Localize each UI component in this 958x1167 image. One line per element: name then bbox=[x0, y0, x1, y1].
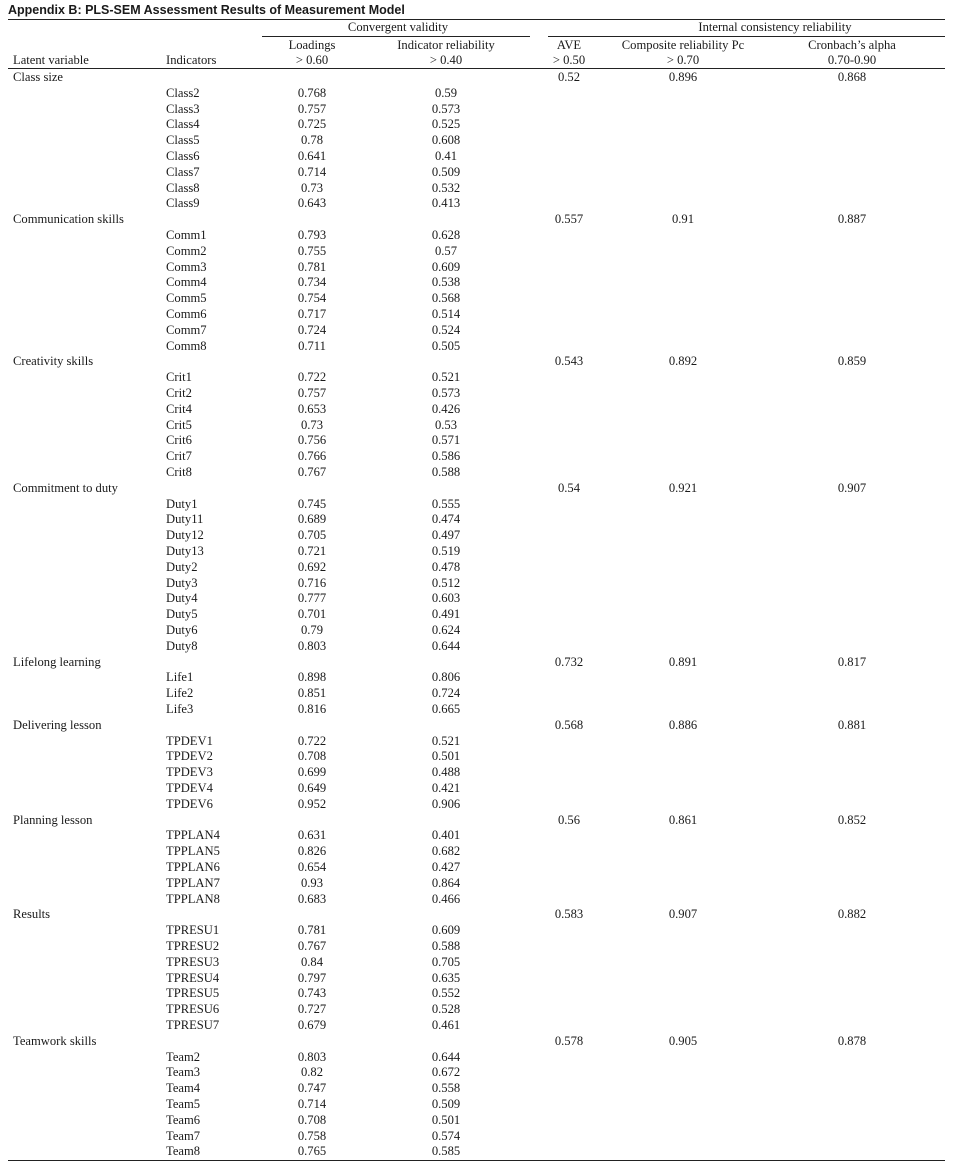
internal-consistency-underline bbox=[548, 36, 945, 37]
composite-reliability-cell: 0.896 bbox=[668, 70, 698, 84]
indicator-cell: TPDEV1 bbox=[166, 733, 213, 748]
loading-cell: 0.641 bbox=[297, 149, 327, 163]
cronbach-alpha-cell: 0.881 bbox=[837, 717, 867, 732]
loading-cell: 0.755 bbox=[297, 243, 327, 258]
composite-reliability-header: Composite reliability Pc bbox=[621, 38, 745, 52]
indicator-cell: Comm3 bbox=[166, 259, 207, 274]
loading-cell: 0.745 bbox=[297, 496, 327, 511]
indicator-cell: Class9 bbox=[166, 196, 200, 211]
indicator-reliability-cell: 0.573 bbox=[431, 101, 461, 116]
indicator-reliability-cell: 0.552 bbox=[431, 986, 461, 1001]
internal-consistency-header: Internal consistency reliability bbox=[698, 20, 852, 34]
loading-cell: 0.756 bbox=[297, 433, 327, 448]
cronbach-alpha-cell: 0.852 bbox=[837, 812, 867, 827]
indicator-cell: Crit4 bbox=[166, 401, 192, 416]
loading-cell: 0.721 bbox=[297, 544, 327, 558]
indicator-cell: Team3 bbox=[166, 1065, 201, 1080]
loading-cell: 0.757 bbox=[297, 386, 327, 400]
loading-cell: 0.711 bbox=[298, 338, 326, 353]
composite-reliability-cell: 0.886 bbox=[668, 717, 698, 732]
loading-cell: 0.781 bbox=[297, 259, 327, 274]
indicator-cell: Class8 bbox=[166, 180, 200, 195]
indicator-reliability-cell: 0.501 bbox=[431, 749, 461, 764]
indicator-cell: TPRESU2 bbox=[166, 939, 220, 953]
indicator-cell: Crit5 bbox=[166, 417, 192, 432]
indicator-reliability-cell: 0.525 bbox=[431, 117, 461, 132]
indicator-reliability-cell: 0.568 bbox=[431, 291, 461, 306]
indicator-cell: Team6 bbox=[166, 1112, 201, 1127]
indicator-reliability-cell: 0.724 bbox=[431, 686, 461, 701]
loading-cell: 0.724 bbox=[297, 322, 327, 337]
indicator-cell: TPPLAN8 bbox=[166, 891, 220, 906]
indicator-reliability-cell: 0.521 bbox=[431, 370, 461, 385]
indicator-cell: Duty2 bbox=[166, 559, 198, 574]
indicator-reliability-cell: 0.528 bbox=[431, 1002, 461, 1017]
loading-cell: 0.793 bbox=[297, 228, 327, 242]
indicator-reliability-cell: 0.588 bbox=[431, 465, 461, 479]
loading-cell: 0.717 bbox=[297, 307, 327, 321]
loadings-threshold: > 0.60 bbox=[295, 53, 329, 67]
loading-cell: 0.767 bbox=[297, 939, 327, 953]
loading-cell: 0.898 bbox=[297, 670, 327, 685]
ave-header: AVE bbox=[556, 38, 582, 52]
indicator-reliability-cell: 0.609 bbox=[431, 259, 461, 274]
loading-cell: 0.653 bbox=[297, 401, 327, 416]
loading-cell: 0.777 bbox=[297, 591, 327, 606]
indicator-reliability-cell: 0.509 bbox=[431, 1097, 461, 1111]
indicator-reliability-cell: 0.413 bbox=[431, 196, 461, 211]
loading-cell: 0.758 bbox=[297, 1128, 327, 1143]
latent-variable-cell: Delivering lesson bbox=[13, 717, 102, 732]
indicator-cell: Duty4 bbox=[166, 591, 198, 606]
indicator-cell: Comm8 bbox=[166, 338, 207, 353]
ave-cell: 0.54 bbox=[557, 480, 581, 495]
indicator-cell: Team5 bbox=[166, 1097, 201, 1111]
cronbach-alpha-cell: 0.868 bbox=[837, 70, 867, 84]
composite-reliability-cell: 0.907 bbox=[668, 907, 698, 922]
loading-cell: 0.714 bbox=[297, 164, 327, 179]
indicator-cell: Class3 bbox=[166, 101, 200, 116]
ave-cell: 0.578 bbox=[554, 1033, 584, 1048]
cronbach-alpha-cell: 0.907 bbox=[837, 480, 867, 495]
appendix-title: Appendix B: PLS-SEM Assessment Results of Measurement Model bbox=[8, 3, 405, 17]
loading-cell: 0.757 bbox=[297, 101, 327, 116]
indicator-cell: Comm2 bbox=[166, 243, 207, 258]
indicator-reliability-cell: 0.505 bbox=[431, 338, 461, 353]
loading-cell: 0.73 bbox=[300, 417, 324, 432]
indicator-reliability-cell: 0.906 bbox=[431, 796, 461, 811]
indicator-reliability-cell: 0.806 bbox=[431, 670, 461, 685]
indicator-reliability-cell: 0.521 bbox=[431, 733, 461, 748]
indicator-reliability-cell: 0.514 bbox=[431, 307, 461, 321]
indicator-reliability-cell: 0.478 bbox=[431, 559, 461, 574]
ave-cell: 0.583 bbox=[554, 907, 584, 922]
indicator-reliability-cell: 0.57 bbox=[434, 243, 458, 258]
composite-reliability-cell: 0.891 bbox=[668, 654, 698, 669]
indicator-cell: Duty5 bbox=[166, 607, 198, 622]
loading-cell: 0.826 bbox=[297, 844, 327, 859]
loading-cell: 0.816 bbox=[297, 702, 327, 716]
indicator-cell: TPRESU7 bbox=[166, 1018, 220, 1032]
indicator-cell: Team4 bbox=[166, 1081, 201, 1096]
bottom-rule bbox=[8, 1160, 945, 1161]
loading-cell: 0.722 bbox=[297, 370, 327, 385]
loading-cell: 0.734 bbox=[297, 275, 327, 290]
indicator-cell: Comm4 bbox=[166, 275, 207, 290]
indicator-reliability-cell: 0.573 bbox=[431, 386, 461, 400]
latent-variable-cell: Teamwork skills bbox=[13, 1033, 97, 1048]
indicator-cell: TPRESU5 bbox=[166, 986, 220, 1001]
indicator-reliability-cell: 0.555 bbox=[431, 496, 461, 511]
indicator-reliability-cell: 0.427 bbox=[431, 860, 461, 874]
loading-cell: 0.766 bbox=[297, 449, 327, 464]
indicator-reliability-cell: 0.585 bbox=[431, 1144, 461, 1159]
indicator-reliability-cell: 0.512 bbox=[431, 575, 461, 590]
convergent-validity-underline bbox=[262, 36, 530, 37]
loading-cell: 0.768 bbox=[297, 85, 327, 100]
indicator-cell: Crit1 bbox=[166, 370, 192, 385]
ave-cell: 0.557 bbox=[554, 212, 584, 227]
indicator-reliability-cell: 0.501 bbox=[431, 1112, 461, 1127]
loading-cell: 0.803 bbox=[297, 638, 327, 653]
indicator-cell: Class5 bbox=[166, 133, 200, 148]
loading-cell: 0.705 bbox=[297, 528, 327, 543]
indicator-cell: Life3 bbox=[166, 702, 194, 716]
indicator-cell: Life2 bbox=[166, 686, 194, 701]
indicator-cell: TPDEV3 bbox=[166, 765, 213, 780]
loading-cell: 0.692 bbox=[297, 559, 327, 574]
indicator-reliability-cell: 0.466 bbox=[431, 891, 461, 906]
indicator-reliability-cell: 0.628 bbox=[431, 228, 461, 242]
indicator-cell: Team2 bbox=[166, 1049, 201, 1064]
cronbach-alpha-cell: 0.859 bbox=[837, 354, 867, 369]
indicator-cell: TPRESU6 bbox=[166, 1002, 220, 1017]
loading-cell: 0.716 bbox=[297, 575, 327, 590]
loading-cell: 0.643 bbox=[297, 196, 327, 211]
indicator-reliability-cell: 0.588 bbox=[431, 939, 461, 953]
loading-cell: 0.952 bbox=[297, 796, 327, 811]
loadings-header: Loadings bbox=[288, 38, 336, 52]
latent-variable-cell: Communication skills bbox=[13, 212, 124, 227]
indicator-cell: Duty11 bbox=[166, 512, 204, 527]
indicator-cell: Crit6 bbox=[166, 433, 192, 448]
indicator-cell: Class2 bbox=[166, 85, 200, 100]
loading-cell: 0.765 bbox=[297, 1144, 327, 1159]
loading-cell: 0.683 bbox=[297, 891, 327, 906]
indicator-reliability-cell: 0.491 bbox=[431, 607, 461, 622]
indicator-cell: TPPLAN4 bbox=[166, 828, 220, 843]
indicator-reliability-cell: 0.682 bbox=[431, 844, 461, 859]
indicator-cell: Duty13 bbox=[166, 544, 204, 558]
cronbach-alpha-header: Cronbach’s alpha bbox=[808, 38, 896, 52]
indicator-reliability-cell: 0.421 bbox=[431, 781, 461, 795]
cronbach-alpha-cell: 0.882 bbox=[837, 907, 867, 922]
indicator-cell: Comm1 bbox=[166, 228, 207, 242]
loading-cell: 0.743 bbox=[297, 986, 327, 1001]
ave-cell: 0.543 bbox=[554, 354, 584, 369]
indicator-cell: Duty12 bbox=[166, 528, 204, 543]
loading-cell: 0.654 bbox=[297, 860, 327, 874]
indicator-reliability-cell: 0.53 bbox=[434, 417, 458, 432]
loading-cell: 0.781 bbox=[297, 923, 327, 938]
loading-cell: 0.803 bbox=[297, 1049, 327, 1064]
indicator-reliability-cell: 0.474 bbox=[431, 512, 461, 527]
indicator-cell: TPDEV6 bbox=[166, 796, 213, 811]
composite-reliability-cell: 0.892 bbox=[668, 354, 698, 369]
latent-variable-header: Latent variable bbox=[13, 53, 89, 67]
indicator-reliability-cell: 0.532 bbox=[431, 180, 461, 195]
loading-cell: 0.631 bbox=[297, 828, 327, 843]
indicator-reliability-cell: 0.609 bbox=[431, 923, 461, 938]
indicator-cell: Duty6 bbox=[166, 623, 198, 637]
loading-cell: 0.767 bbox=[297, 465, 327, 479]
ave-threshold: > 0.50 bbox=[552, 53, 586, 67]
indicator-cell: Team7 bbox=[166, 1128, 201, 1143]
indicator-cell: Duty3 bbox=[166, 575, 198, 590]
indicator-cell: Class6 bbox=[166, 149, 200, 163]
loading-cell: 0.727 bbox=[297, 1002, 327, 1017]
loading-cell: 0.93 bbox=[300, 875, 324, 890]
indicator-cell: Comm6 bbox=[166, 307, 207, 321]
indicator-cell: Class7 bbox=[166, 164, 200, 179]
indicator-reliability-cell: 0.705 bbox=[431, 954, 461, 969]
loading-cell: 0.797 bbox=[297, 970, 327, 985]
indicator-cell: TPPLAN6 bbox=[166, 860, 220, 874]
cronbach-alpha-cell: 0.887 bbox=[837, 212, 867, 227]
loading-cell: 0.708 bbox=[297, 1112, 327, 1127]
loading-cell: 0.714 bbox=[297, 1097, 327, 1111]
indicator-cell: TPRESU1 bbox=[166, 923, 220, 938]
header-rule bbox=[8, 68, 945, 69]
indicator-reliability-header: Indicator reliability bbox=[397, 38, 495, 52]
indicator-reliability-cell: 0.586 bbox=[431, 449, 461, 464]
indicator-cell: Life1 bbox=[166, 670, 194, 685]
indicator-reliability-cell: 0.672 bbox=[431, 1065, 461, 1080]
indicator-reliability-cell: 0.665 bbox=[431, 702, 461, 716]
indicator-reliability-cell: 0.41 bbox=[434, 149, 458, 163]
composite-reliability-cell: 0.921 bbox=[668, 480, 698, 495]
indicator-cell: Crit7 bbox=[166, 449, 192, 464]
loading-cell: 0.679 bbox=[297, 1018, 327, 1032]
indicator-cell: Class4 bbox=[166, 117, 200, 132]
loading-cell: 0.82 bbox=[300, 1065, 324, 1080]
ave-cell: 0.732 bbox=[554, 654, 584, 669]
indicator-reliability-cell: 0.644 bbox=[431, 1049, 461, 1064]
indicator-cell: Crit8 bbox=[166, 465, 192, 479]
indicator-cell: Crit2 bbox=[166, 386, 192, 400]
indicator-reliability-cell: 0.571 bbox=[431, 433, 461, 448]
loading-cell: 0.725 bbox=[297, 117, 327, 132]
indicator-cell: TPPLAN7 bbox=[166, 875, 220, 890]
indicator-cell: Duty8 bbox=[166, 638, 198, 653]
cronbach-alpha-threshold: 0.70-0.90 bbox=[827, 53, 877, 67]
cronbach-alpha-cell: 0.817 bbox=[837, 654, 867, 669]
latent-variable-cell: Planning lesson bbox=[13, 812, 93, 827]
indicator-reliability-cell: 0.524 bbox=[431, 322, 461, 337]
indicator-cell: TPRESU4 bbox=[166, 970, 220, 985]
loading-cell: 0.699 bbox=[297, 765, 327, 780]
indicator-cell: TPPLAN5 bbox=[166, 844, 220, 859]
indicator-cell: TPDEV2 bbox=[166, 749, 213, 764]
loading-cell: 0.701 bbox=[297, 607, 327, 622]
loading-cell: 0.851 bbox=[297, 686, 327, 701]
indicator-reliability-cell: 0.864 bbox=[431, 875, 461, 890]
ave-cell: 0.52 bbox=[557, 70, 581, 84]
cronbach-alpha-cell: 0.878 bbox=[837, 1033, 867, 1048]
indicator-reliability-cell: 0.538 bbox=[431, 275, 461, 290]
composite-reliability-cell: 0.905 bbox=[668, 1033, 698, 1048]
indicator-reliability-cell: 0.603 bbox=[431, 591, 461, 606]
latent-variable-cell: Results bbox=[13, 907, 51, 922]
loading-cell: 0.79 bbox=[300, 623, 324, 637]
indicator-reliability-cell: 0.488 bbox=[431, 765, 461, 780]
latent-variable-cell: Lifelong learning bbox=[13, 654, 101, 669]
indicator-reliability-cell: 0.574 bbox=[431, 1128, 461, 1143]
convergent-validity-header: Convergent validity bbox=[347, 20, 449, 34]
indicator-reliability-cell: 0.624 bbox=[431, 623, 461, 637]
indicator-reliability-cell: 0.401 bbox=[431, 828, 461, 843]
loading-cell: 0.78 bbox=[300, 133, 324, 148]
loading-cell: 0.722 bbox=[297, 733, 327, 748]
indicator-reliability-cell: 0.519 bbox=[431, 544, 461, 558]
indicator-reliability-cell: 0.497 bbox=[431, 528, 461, 543]
composite-reliability-cell: 0.91 bbox=[671, 212, 695, 227]
indicator-reliability-cell: 0.426 bbox=[431, 401, 461, 416]
loading-cell: 0.754 bbox=[297, 291, 327, 306]
latent-variable-cell: Creativity skills bbox=[13, 354, 94, 369]
latent-variable-cell: Commitment to duty bbox=[13, 480, 118, 495]
indicator-cell: TPDEV4 bbox=[166, 781, 213, 795]
composite-reliability-cell: 0.861 bbox=[668, 812, 698, 827]
indicator-cell: Duty1 bbox=[166, 496, 198, 511]
indicator-reliability-cell: 0.644 bbox=[431, 638, 461, 653]
ave-cell: 0.568 bbox=[554, 717, 584, 732]
indicator-cell: Team8 bbox=[166, 1144, 201, 1159]
indicator-reliability-cell: 0.558 bbox=[431, 1081, 461, 1096]
indicator-reliability-threshold: > 0.40 bbox=[429, 53, 463, 67]
loading-cell: 0.747 bbox=[297, 1081, 327, 1096]
loading-cell: 0.73 bbox=[300, 180, 324, 195]
indicator-reliability-cell: 0.509 bbox=[431, 164, 461, 179]
indicator-cell: Comm5 bbox=[166, 291, 207, 306]
indicator-reliability-cell: 0.608 bbox=[431, 133, 461, 148]
loading-cell: 0.84 bbox=[300, 954, 324, 969]
indicators-header: Indicators bbox=[166, 53, 217, 67]
indicator-cell: Comm7 bbox=[166, 322, 207, 337]
loading-cell: 0.689 bbox=[297, 512, 327, 527]
latent-variable-cell: Class size bbox=[13, 70, 64, 84]
indicator-reliability-cell: 0.635 bbox=[431, 970, 461, 985]
ave-cell: 0.56 bbox=[557, 812, 581, 827]
indicator-reliability-cell: 0.59 bbox=[434, 85, 458, 100]
loading-cell: 0.649 bbox=[297, 781, 327, 795]
indicator-cell: TPRESU3 bbox=[166, 954, 220, 969]
indicator-reliability-cell: 0.461 bbox=[431, 1018, 461, 1032]
loading-cell: 0.708 bbox=[297, 749, 327, 764]
composite-reliability-threshold: > 0.70 bbox=[666, 53, 700, 67]
